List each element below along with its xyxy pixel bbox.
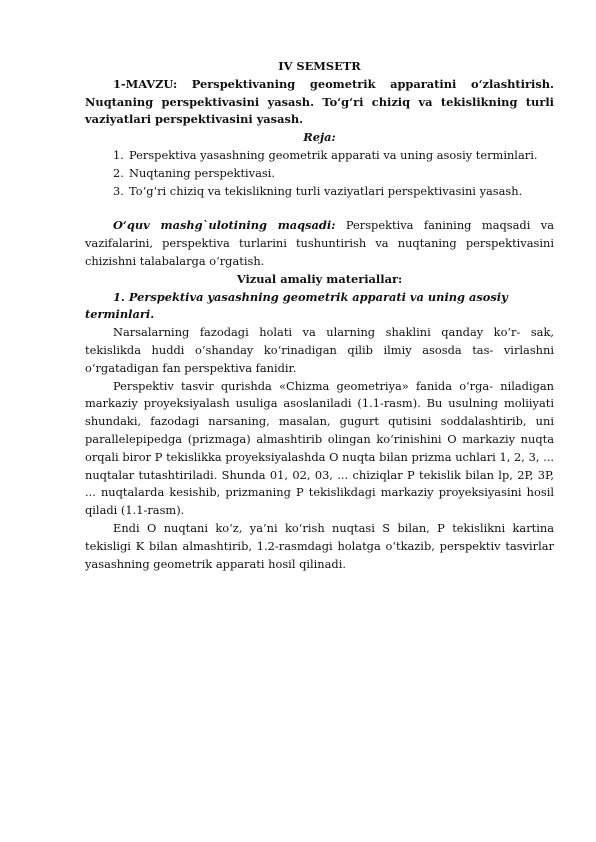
- topic-line-2: Nuqtaning perspektivasini yasash. To‘g‘ri chiziq va tekislikning turli: [85, 94, 554, 109]
- body-paragraph: Perspektiv tasvir qurishda «Chizma geometriya» fanida o‘rga- niladigan markaziy proyeksiyalash usuliga asoslaniladi (1.1-rasm). Bu usulning moliiyati shundaki, fazodagi narsaning, masalan, gugurt qutisini soddalashtirib, uni parallelepipedga (prizmaga) almashtirib olingan ko‘rinishini O markaziy nuqta orqali biror P tekislikka proyeksiyalashda O nuqta bilan prizma uchlari 1, 2, 3, ... nuqtalar tutashtiriladi. Shunda 01, 02, 03, ... chiziqlar P tekislik bilan lp, 2P, 3P, ... nuqtalarda kesishib, prizmaning P tekislikdagi markaziy proyeksiyasini hosil qiladi (1.1-rasm).: [85, 378, 554, 518]
- plan-list: [85, 147, 554, 200]
- plan-item-text: Nuqtaning perspektivasi.: [129, 165, 276, 180]
- body-paragraph: Endi O nuqtani ko‘z, ya’ni ko‘rish nuqtasi S bilan, P tekislikni kartina tekisligi K bilan almashtirib, 1.2-rasmdagi holatga o‘tkazib, perspektiv tasvirlar yasashning geometrik apparati hosil qilinadi.: [85, 520, 554, 571]
- plan-item-number: 2.: [113, 165, 124, 180]
- plan-item-text: Perspektiva yasashning geometrik apparati va uning asosiy terminlari.: [129, 147, 538, 162]
- goal-label: O‘quv mashg`ulotining maqsadi:: [113, 218, 336, 233]
- section-title-line-1: 1. Perspektiva yasashning geometrik apparati va uning asosiy: [113, 289, 508, 304]
- body-paragraph: Narsalarning fazodagi holati va ularning shaklini qanday ko‘r- sak, tekislikda huddi o‘shanday ko‘rinadigan qilib ilmiy asosda tas- virlashni o‘rgatadigan fan perspektiva fanidir.: [85, 325, 554, 375]
- goal-paragraph: [85, 217, 554, 270]
- section-title-line-2: terminlari.: [85, 307, 155, 322]
- plan-item-text: To‘g‘ri chiziq va tekislikning turli vaziyatlari perspektivasini yasash.: [129, 183, 523, 198]
- topic-line-3: vaziyatlari perspektivasini yasash.: [85, 112, 304, 127]
- topic-line-1: 1-MAVZU: Perspektivaning geometrik apparatini o‘zlashtirish.: [113, 76, 554, 91]
- plan-item-number: 1.: [113, 147, 124, 162]
- plan-title: Reja:: [303, 130, 336, 145]
- document-page: [85, 58, 554, 573]
- semester-heading: IV SEMSETR: [278, 59, 361, 73]
- plan-item-number: 3.: [113, 183, 124, 198]
- plan-item: [85, 183, 554, 201]
- plan-item: [85, 165, 554, 183]
- goal-text: Perspektiva fanining maqsadi va vazifalarini, perspektiva turlarini tushuntirish va nuqtaning perspektivasini chizishni talabalarga o‘rgatish.: [85, 218, 554, 268]
- plan-item: [85, 147, 554, 165]
- materials-heading: Vizual amaliy materiallar:: [236, 271, 403, 286]
- spacer: [85, 200, 554, 217]
